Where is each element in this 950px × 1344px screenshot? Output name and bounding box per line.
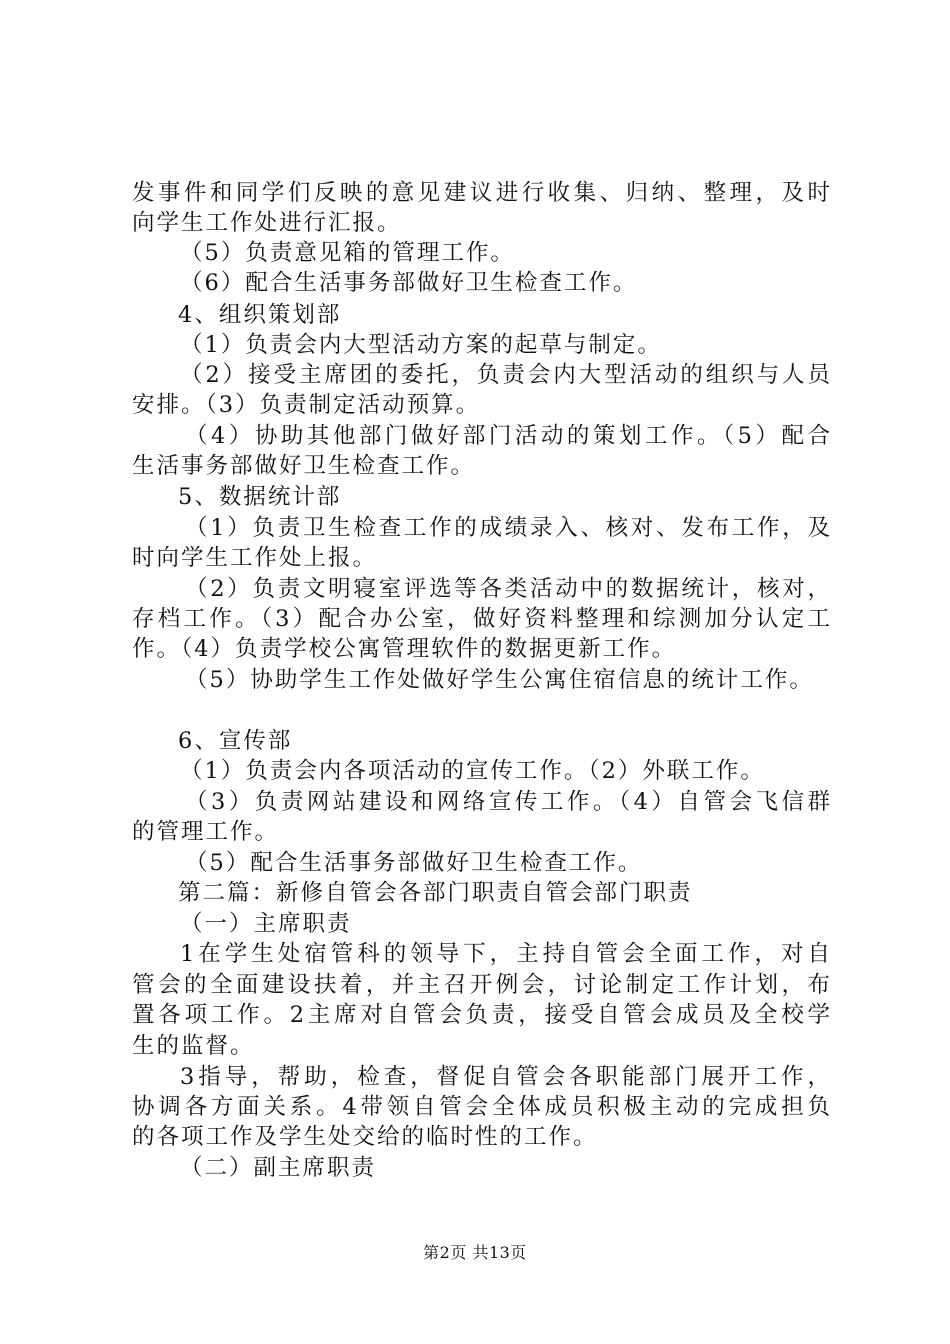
paragraph-line: （1）负责会内大型活动方案的起草与制定。 [180,332,662,358]
paragraph-line: 时向学生工作处上报。 [132,545,378,571]
paragraph-line: （2）接受主席团的委托，负责会内大型活动的组织与人员 [180,362,832,388]
paragraph-line: （6）配合生活事务部做好卫生检查工作。 [180,270,638,296]
page-number-footer: 第2页 共13页 [423,1243,527,1262]
paragraph-line: （3）负责网站建设和网络宣传工作。（4）自管会飞信群 [185,789,832,815]
paragraph-line: （1）负责卫生检查工作的成绩录入、核对、发布工作，及 [185,515,832,541]
paragraph-line: 协调各方面关系。4带领自管会全体成员积极主动的完成担负 [132,1094,832,1120]
paragraph-line: （1）负责会内各项活动的宣传工作。（2）外联工作。 [180,758,765,784]
section-heading: 5、数据统计部 [178,484,342,510]
paragraph-line: 安排。（3）负责制定活动预算。 [132,392,481,418]
paragraph-line: 的各项工作及学生处交给的临时性的工作。 [132,1124,598,1150]
paragraph-line: （5）配合生活事务部做好卫生检查工作。 [185,850,643,876]
paragraph-line: 的管理工作。 [132,819,280,845]
section-heading: 6、宣传部 [178,728,293,754]
paragraph-line: （5）协助学生工作处做好学生公寓住宿信息的统计工作。 [185,667,814,693]
section-heading: 4、组织策划部 [178,302,342,328]
paragraph-line: 发事件和同学们反映的意见建议进行收集、归纳、整理，及时 [132,180,832,206]
subsection-heading: （一）主席职责 [180,911,352,937]
paragraph-line: 生活事务部做好卫生检查工作。 [132,453,476,479]
paragraph-line: 生的监督。 [132,1033,255,1059]
subsection-heading: （二）副主席职责 [180,1155,377,1181]
paragraph-line: 存档工作。（3）配合办公室，做好资料整理和综测加分认定工 [132,606,832,632]
chapter-heading: 第二篇：新修自管会各部门职责自管会部门职责 [178,880,693,906]
paragraph-line: （5）负责意见箱的管理工作。 [180,240,515,266]
paragraph-line: 向学生工作处进行汇报。 [132,210,402,236]
paragraph-line: 3指导，帮助，检查，督促自管会各职能部门展开工作， [180,1064,832,1090]
paragraph-line: （2）负责文明寝室评选等各类活动中的数据统计，核对， [185,576,832,602]
paragraph-line: 置各项工作。2主席对自管会负责，接受自管会成员及全校学 [132,1002,832,1028]
paragraph-line: （4）协助其他部门做好部门活动的策划工作。（5）配合 [185,423,832,449]
paragraph-line: 作。（4）负责学校公寓管理软件的数据更新工作。 [132,636,677,662]
paragraph-line: 管会的全面建设扶着，并主召开例会，讨论制定工作计划，布 [132,972,832,998]
paragraph-line: 1在学生处宿管科的领导下，主持自管会全面工作，对自 [180,941,832,967]
